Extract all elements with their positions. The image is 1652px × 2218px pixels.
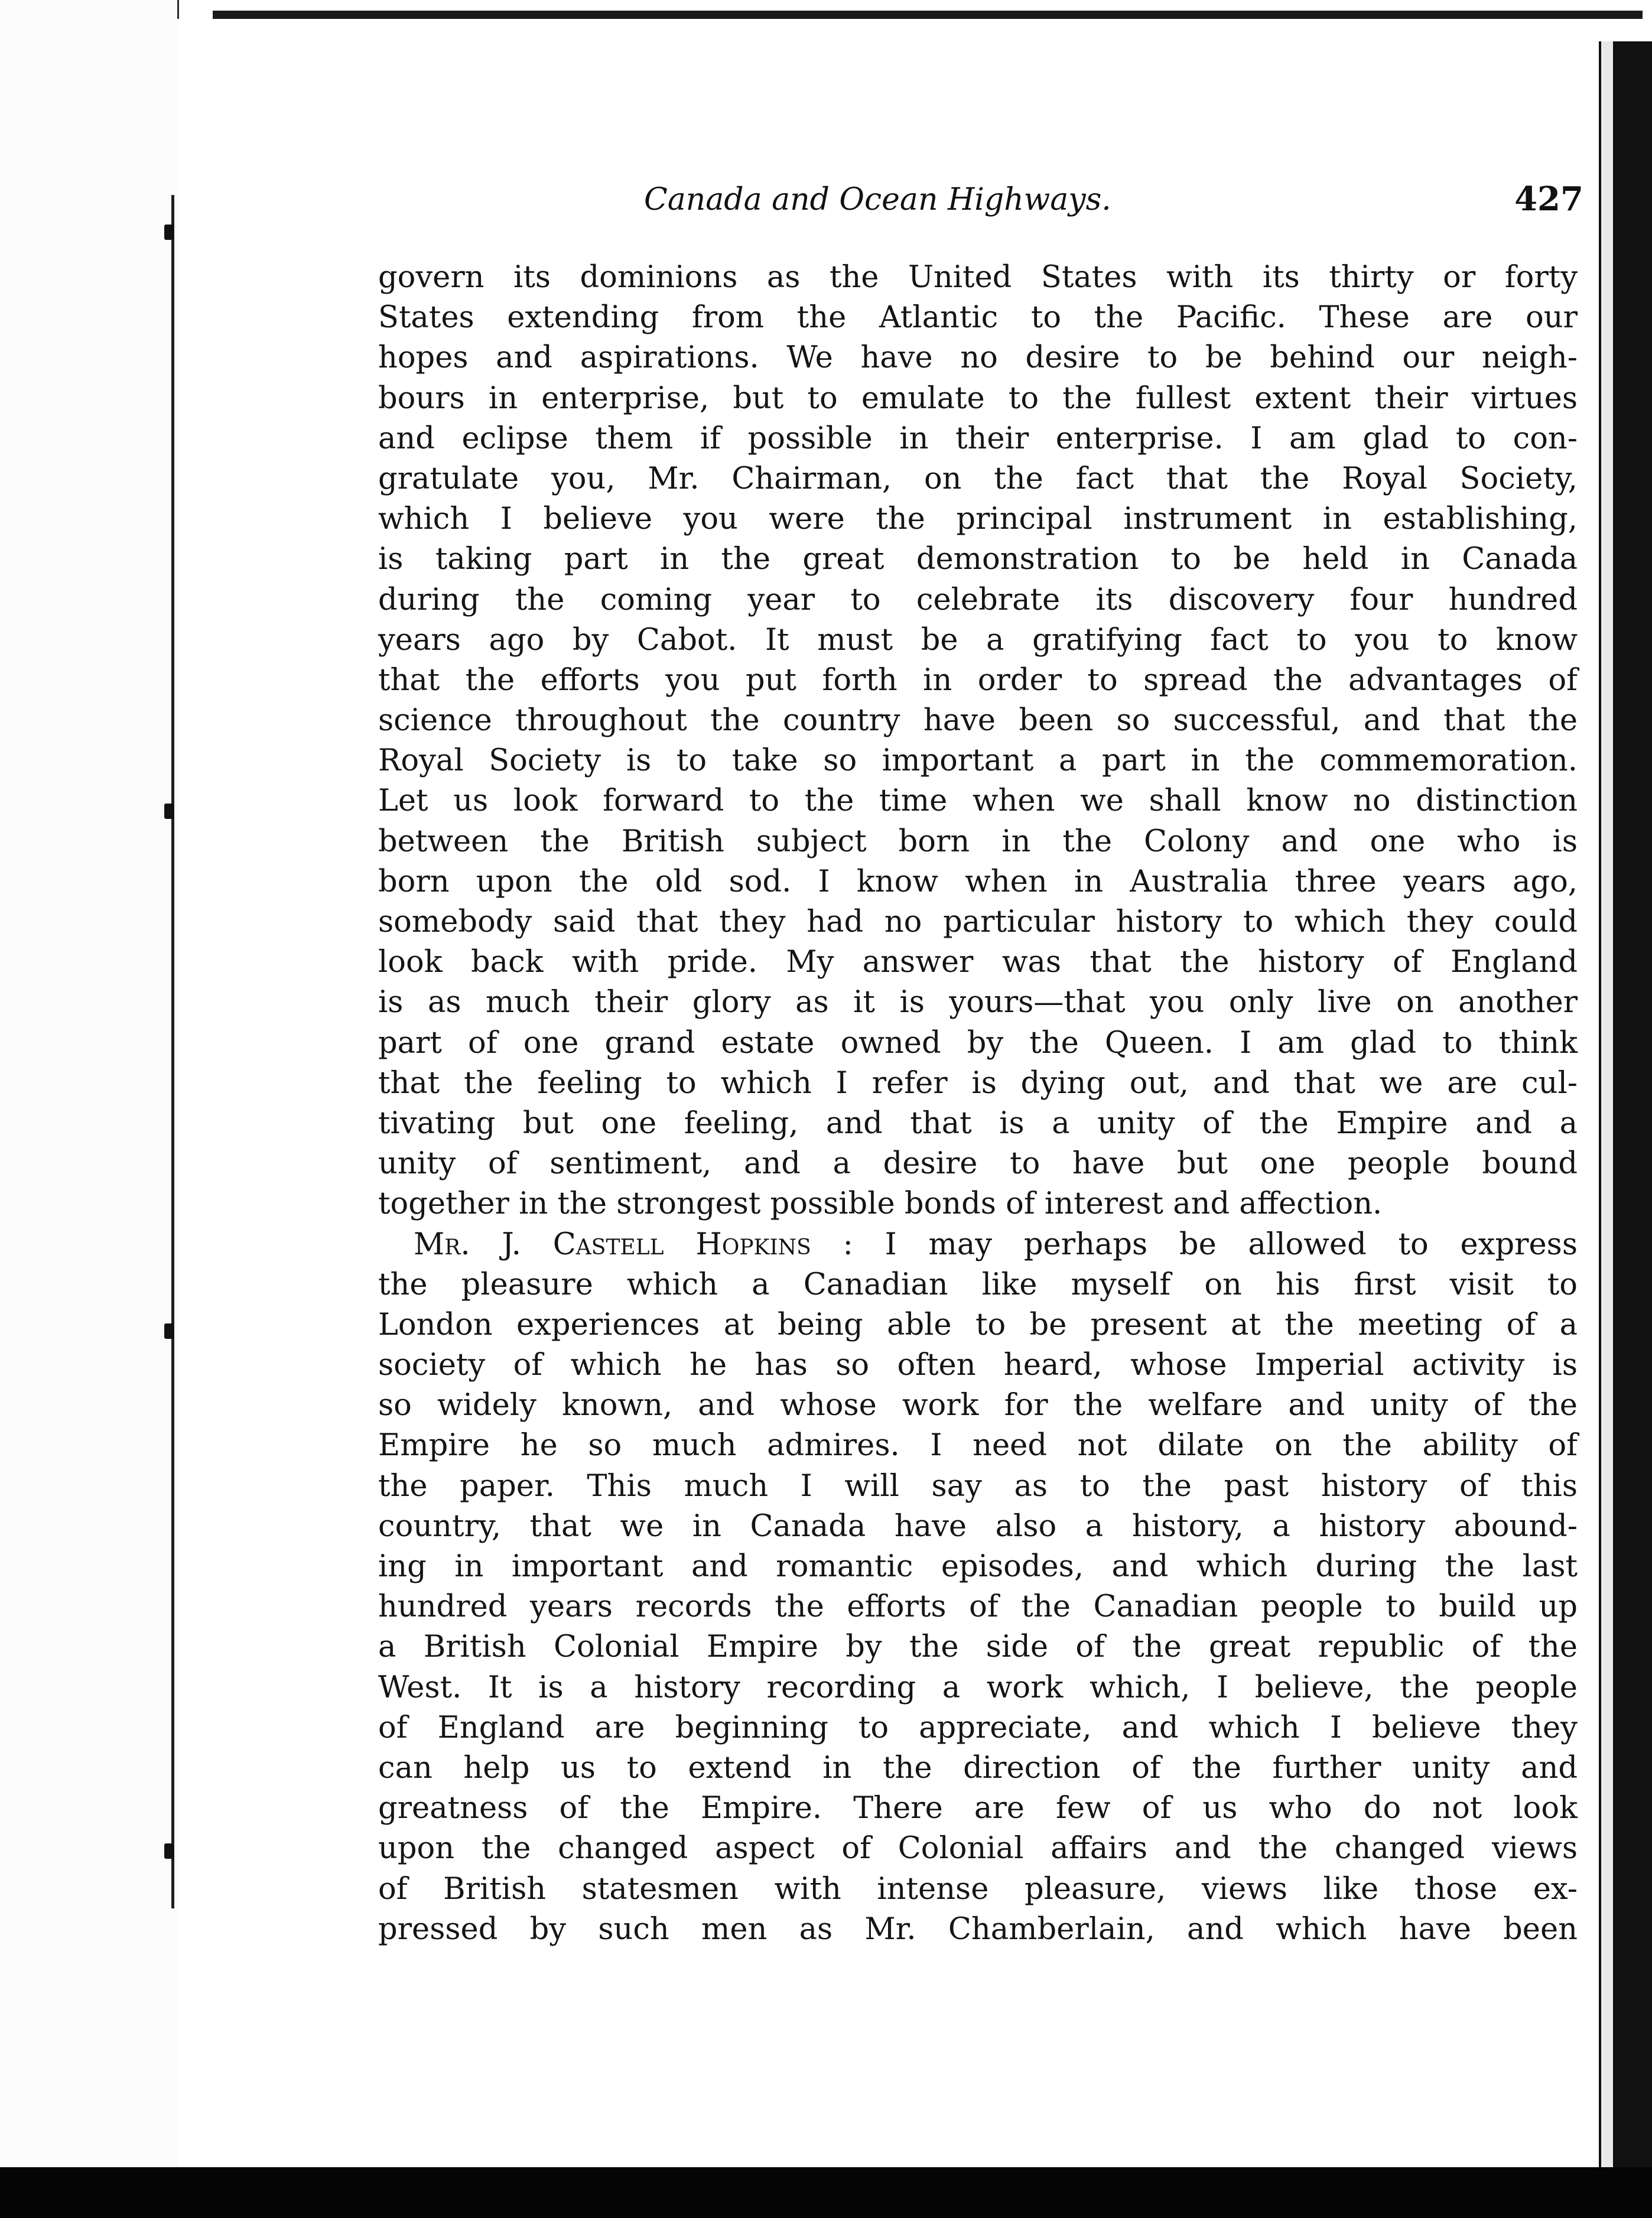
text-line: country, that we in Canada have also a history, a history abound-	[378, 1508, 1578, 1544]
text-line: Empire he so much admires. I need not dilate on the ability of	[378, 1428, 1578, 1464]
text-line: Let us look forward to the time when we shall know no distinction	[378, 783, 1578, 819]
text-line: hopes and aspirations. We have no desire to be behind our neigh-	[378, 340, 1578, 376]
text-line: of British statesmen with intense pleasure, views like those ex-	[378, 1871, 1578, 1907]
text-line: can help us to extend in the direction of the further unity and	[378, 1750, 1578, 1786]
text-line: West. It is a history recording a work which, I believe, the people	[378, 1670, 1578, 1705]
running-head	[644, 182, 1583, 235]
binding-crease	[171, 195, 174, 1908]
text-line: together in the strongest possible bonds of interest and affection.	[378, 1186, 1383, 1222]
text-line: which I believe you were the principal instrument in establishing,	[378, 502, 1578, 537]
text-line: during the coming year to celebrate its discovery four hundred	[378, 582, 1578, 617]
text-line: London experiences at being able to be present at the meeting of a	[378, 1307, 1578, 1342]
text-line: years ago by Cabot. It must be a gratifying fact to you to know	[378, 622, 1578, 658]
text-line: is taking part in the great demonstration to be held in Canada	[378, 542, 1578, 577]
body-text	[378, 258, 1578, 1950]
text-line: is as much their glory as it is yours—that you only live on another	[378, 985, 1578, 1020]
text-line: born upon the old sod. I know when in Australia three years ago,	[378, 864, 1578, 899]
text-line: and eclipse them if possible in their enterprise. I am glad to con-	[378, 421, 1578, 456]
text-line: that the feeling to which I refer is dying out, and that we are cul-	[378, 1065, 1578, 1101]
text-line: pressed by such men as Mr. Chamberlain, and which have been	[378, 1911, 1578, 1947]
top-edge-shadow	[213, 11, 1643, 19]
text-line: ing in important and romantic episodes, and which during the last	[378, 1549, 1578, 1584]
scan-bottom-border	[0, 2167, 1652, 2218]
text-line: gratulate you, Mr. Chairman, on the fact that the Royal Society,	[378, 461, 1578, 496]
text-line: Royal Society is to take so important a part in the commemoration.	[378, 743, 1578, 779]
text-line: unity of sentiment, and a desire to have but one people bound	[378, 1146, 1578, 1182]
text-line: that the efforts you put forth in order to spread the advantages of	[378, 662, 1578, 698]
text-line: somebody said that they had no particular history to which they could	[378, 905, 1578, 939]
speaker-line-text: I may perhaps be allowed to express	[853, 1227, 1578, 1262]
text-line: the pleasure which a Canadian like myself on his first visit to	[378, 1267, 1578, 1302]
text-line: look back with pride. My answer was that the history of England	[378, 945, 1578, 980]
text-line: science throughout the country have been so successful, and that the	[378, 703, 1578, 739]
text-line: so widely known, and whose work for the welfare and unity of the	[378, 1388, 1578, 1423]
text-line: between the British subject born in the Colony and one who is	[378, 824, 1578, 859]
text-line: upon the changed aspect of Colonial affairs and the changed views	[378, 1831, 1578, 1866]
text-line: greatness of the Empire. There are few of us who do not look	[378, 1791, 1578, 1826]
binding-stitch	[164, 1843, 174, 1859]
text-line: hundred years records the efforts of the Canadian people to build up	[378, 1589, 1578, 1625]
binding-stitch	[164, 225, 174, 240]
binding-stitch	[164, 1323, 174, 1339]
running-title: Canada and Ocean Highways.	[644, 182, 1111, 217]
text-line: society of which he has so often heard, whose Imperial activity is	[378, 1348, 1578, 1383]
text-line: States extending from the Atlantic to the Pacific. These are our	[378, 300, 1578, 336]
speaker-name: Mr. J. Castell Hopkins :	[414, 1227, 853, 1262]
text-line: the paper. This much I will say as to the past history of this	[378, 1468, 1578, 1504]
text-line: govern its dominions as the United States with its thirty or forty	[378, 260, 1578, 295]
text-line: bours in enterprise, but to emulate to the fullest extent their virtues	[378, 380, 1578, 416]
book-page	[177, 19, 1599, 2167]
text-line: a British Colonial Empire by the side of the great republic of the	[378, 1630, 1578, 1665]
page-number: 427	[1514, 180, 1583, 219]
text-line: of England are beginning to appreciate, and which I believe they	[378, 1710, 1578, 1745]
right-page-edge	[1599, 41, 1652, 2167]
text-line: part of one grand estate owned by the Queen. I am glad to think	[378, 1025, 1578, 1061]
text-line: tivating but one feeling, and that is a unity of the Empire and a	[378, 1105, 1578, 1141]
speaker-line	[378, 1225, 1578, 1265]
facing-page-edge	[0, 0, 179, 2167]
binding-stitch	[164, 804, 174, 819]
page-edge-strip	[1601, 41, 1613, 2167]
